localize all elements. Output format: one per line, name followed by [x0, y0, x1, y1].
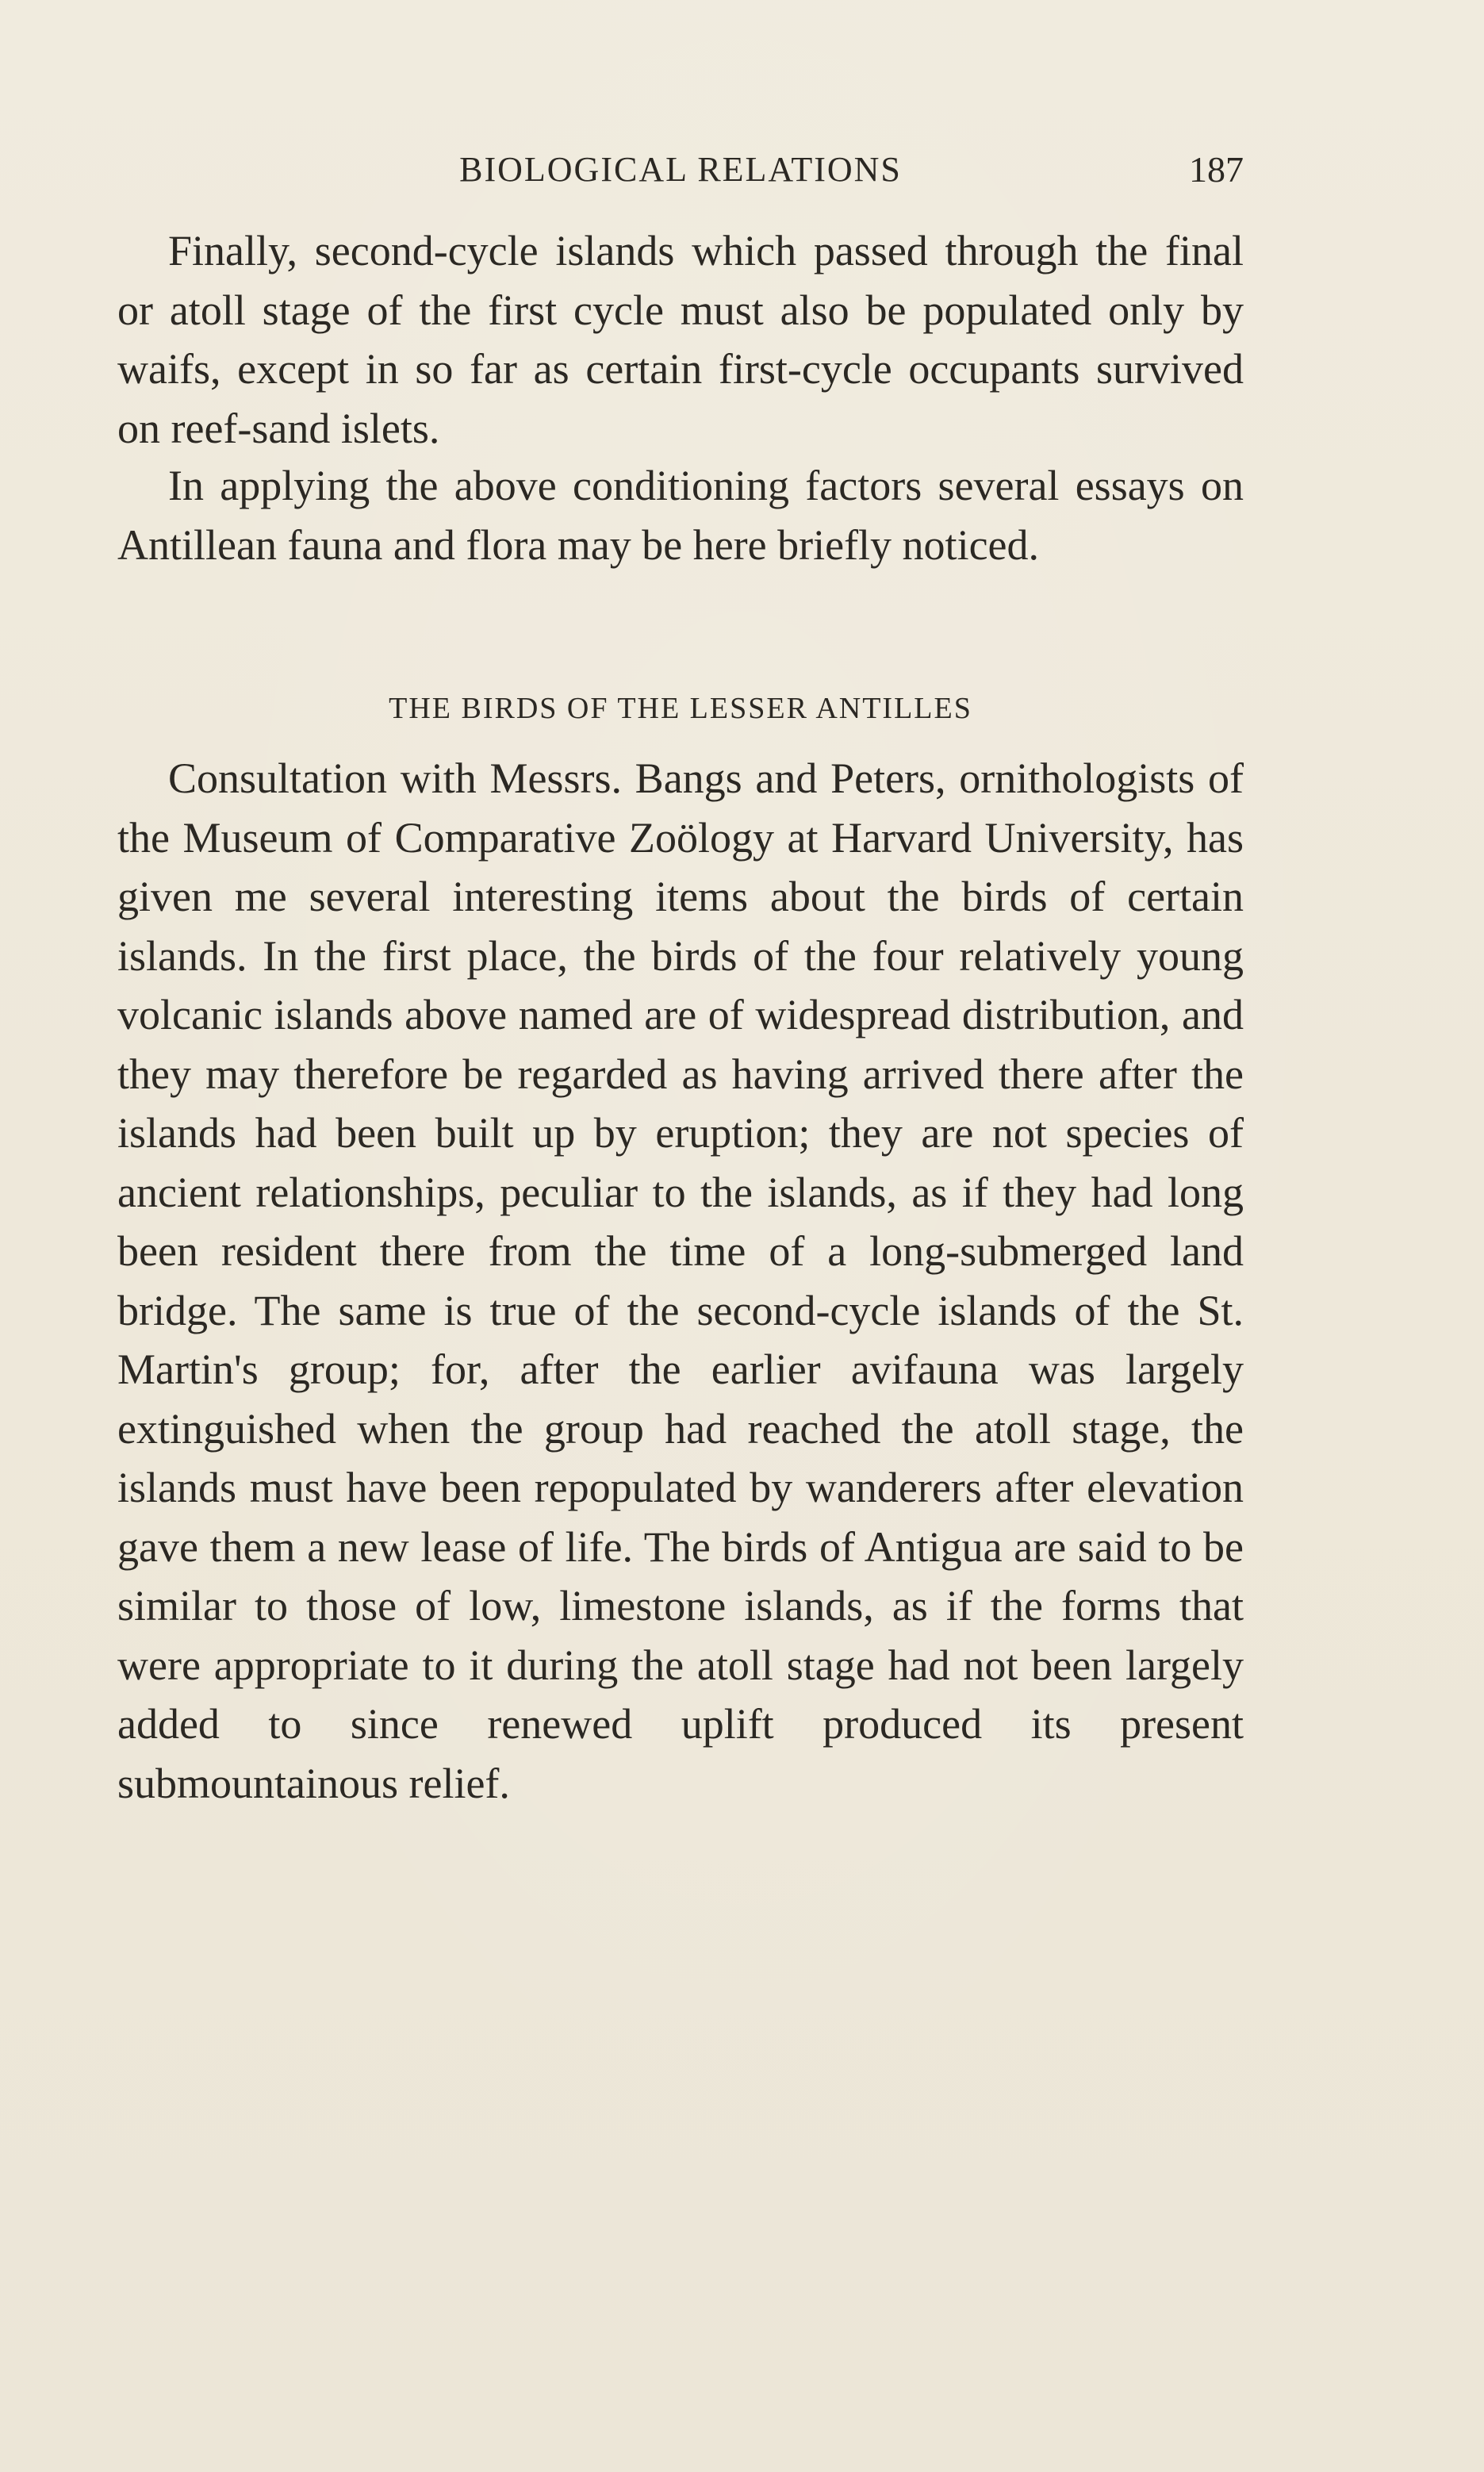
paragraph-1: Finally, second-cycle islands which passed through the final or atoll stage of the first cycle must also be populated only by waifs, except in so far as certain first-cycle occupants survived on reef-sand islets. — [117, 227, 1244, 452]
running-head: BIOLOGICAL RELATIONS — [459, 150, 902, 189]
section-paragraph-block — [117, 749, 1244, 1813]
page-header — [117, 146, 1244, 194]
section-paragraph: Consultation with Messrs. Bangs and Peters, ornithologists of the Museum of Comparative Zoölogy at Harvard University, has given me several interesting items about the birds of certain islands. In the first place, the birds of the four relatively young volcanic islands above named are of widespread distribution, and they may therefore be regarded as having arrived there after the islands had been built up by eruption; they are not species of ancient relationships, peculiar to the islands, as if they had long been resident there from the time of a long-submerged land bridge. The same is true of the second-cycle islands of the St. Martin's group; for, after the earlier avifauna was largely extinguished when the group had reached the atoll stage, the islands must have been repopulated by wanderers after elevation gave them a new lease of life. The birds of Antigua are said to be similar to those of low, limestone islands, as if the forms that were appropriate to it during the atoll stage had not been largely added to since renewed uplift produced its present submountainous relief. — [117, 754, 1244, 1807]
page-number: 187 — [1189, 149, 1244, 190]
paragraph-2: In applying the above conditioning factors several essays on Antillean fauna and flora may be here briefly noticed. — [117, 462, 1244, 569]
paragraph-1-block — [117, 221, 1244, 458]
paragraph-2-block — [117, 456, 1244, 574]
section-heading: THE BIRDS OF THE LESSER ANTILLES — [389, 692, 972, 725]
